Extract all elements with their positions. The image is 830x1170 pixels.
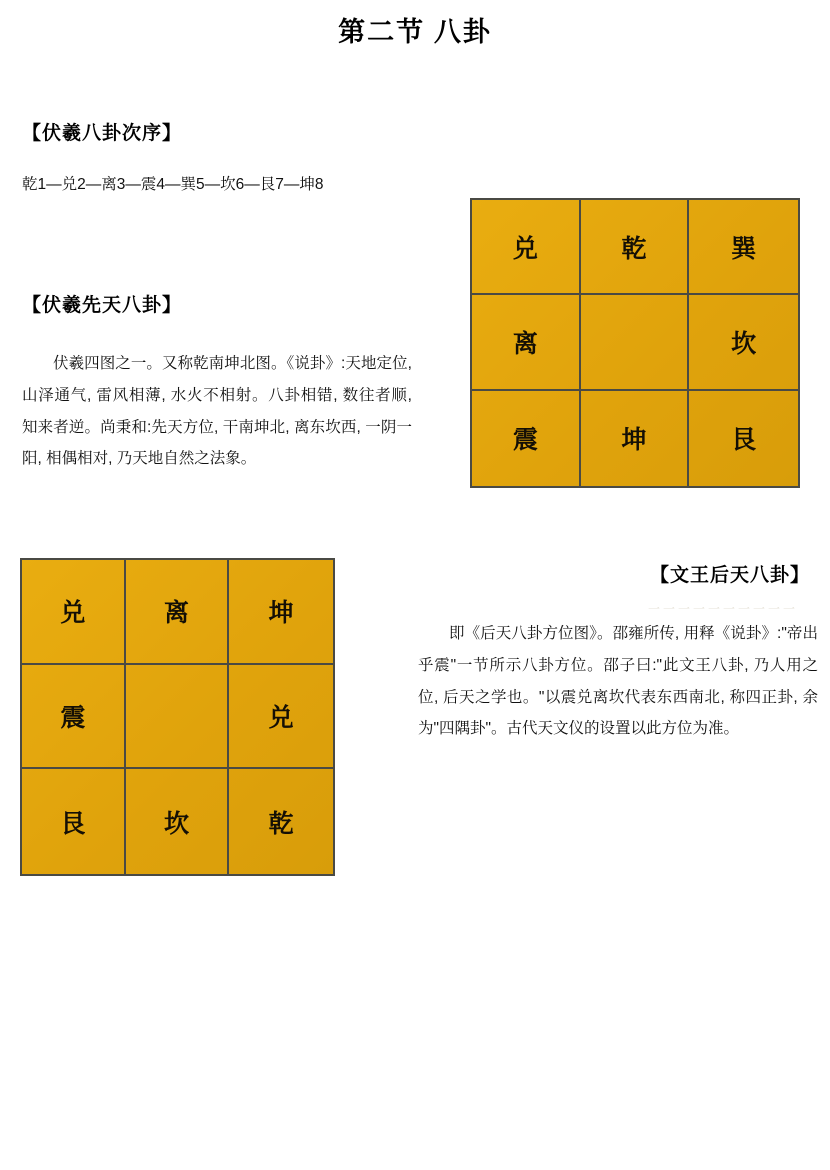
faint-overlay-text: 一一一一一一一一一一 — [648, 602, 799, 616]
bagua-cell: 坎 — [689, 295, 798, 390]
bagua-cell: 坎 — [126, 769, 230, 874]
bagua-cell: 兑 — [229, 665, 333, 770]
bagua-cell: 兑 — [472, 200, 581, 295]
bagua-cell: 艮 — [731, 427, 757, 455]
bagua-cell: 兑 — [22, 560, 126, 665]
fuxi-xiantian-paragraph: 伏羲四图之一。又称乾南坤北图。《说卦》:天地定位, 山泽通气, 雷风相薄, 水火不相射。八卦相错, 数往者顺, 知来者逆。尚秉和:先天方位, 干南坤北, 离东坎西, 一阴一阳, 相偶相对, 乃天地自然之法象。 — [22, 355, 412, 468]
bagua-cell: 坤 — [229, 560, 333, 665]
bagua-cell: 震 — [22, 665, 126, 770]
bagua-cell: 离 — [126, 560, 230, 665]
section-heading-wenwang-houtian: 【文王后天八卦】 — [650, 565, 811, 586]
bagua-cell: 离 — [472, 295, 581, 390]
section-heading-fuxi-sequence: 【伏羲八卦次序】 — [22, 123, 183, 144]
bagua-cell: 震 — [472, 391, 581, 486]
wenwang-houtian-paragraph: 即《后天八卦方位图》。邵雍所传, 用释《说卦》:"帝出乎震"一节所示八卦方位。邵子曰:"此文王八卦, 乃人用之位, 后天之学也。"以震兑离坎代表东西南北, 称四正卦, 余为"四隅卦"。古代天文仪的设置以此方位为准。 — [418, 625, 818, 738]
page-title: 第二节 八卦 — [338, 17, 492, 47]
bagua-cell-center — [581, 295, 690, 390]
section-heading-fuxi-xiantian: 【伏羲先天八卦】 — [22, 295, 183, 316]
bagua-cell: 艮 — [22, 769, 126, 874]
bagua-cell: 巽 — [689, 200, 798, 295]
bagua-cell: 乾 — [268, 810, 294, 838]
bagua-cell: 乾 — [581, 200, 690, 295]
bagua-cell-center — [126, 665, 230, 770]
houtian-bagua-grid — [20, 558, 335, 876]
fuxi-sequence-text: 乾1—兑2—离3—震4—巽5—坎6—艮7—坤8 — [22, 176, 324, 193]
bagua-cell: 坤 — [581, 391, 690, 486]
xiantian-bagua-grid — [470, 198, 800, 488]
